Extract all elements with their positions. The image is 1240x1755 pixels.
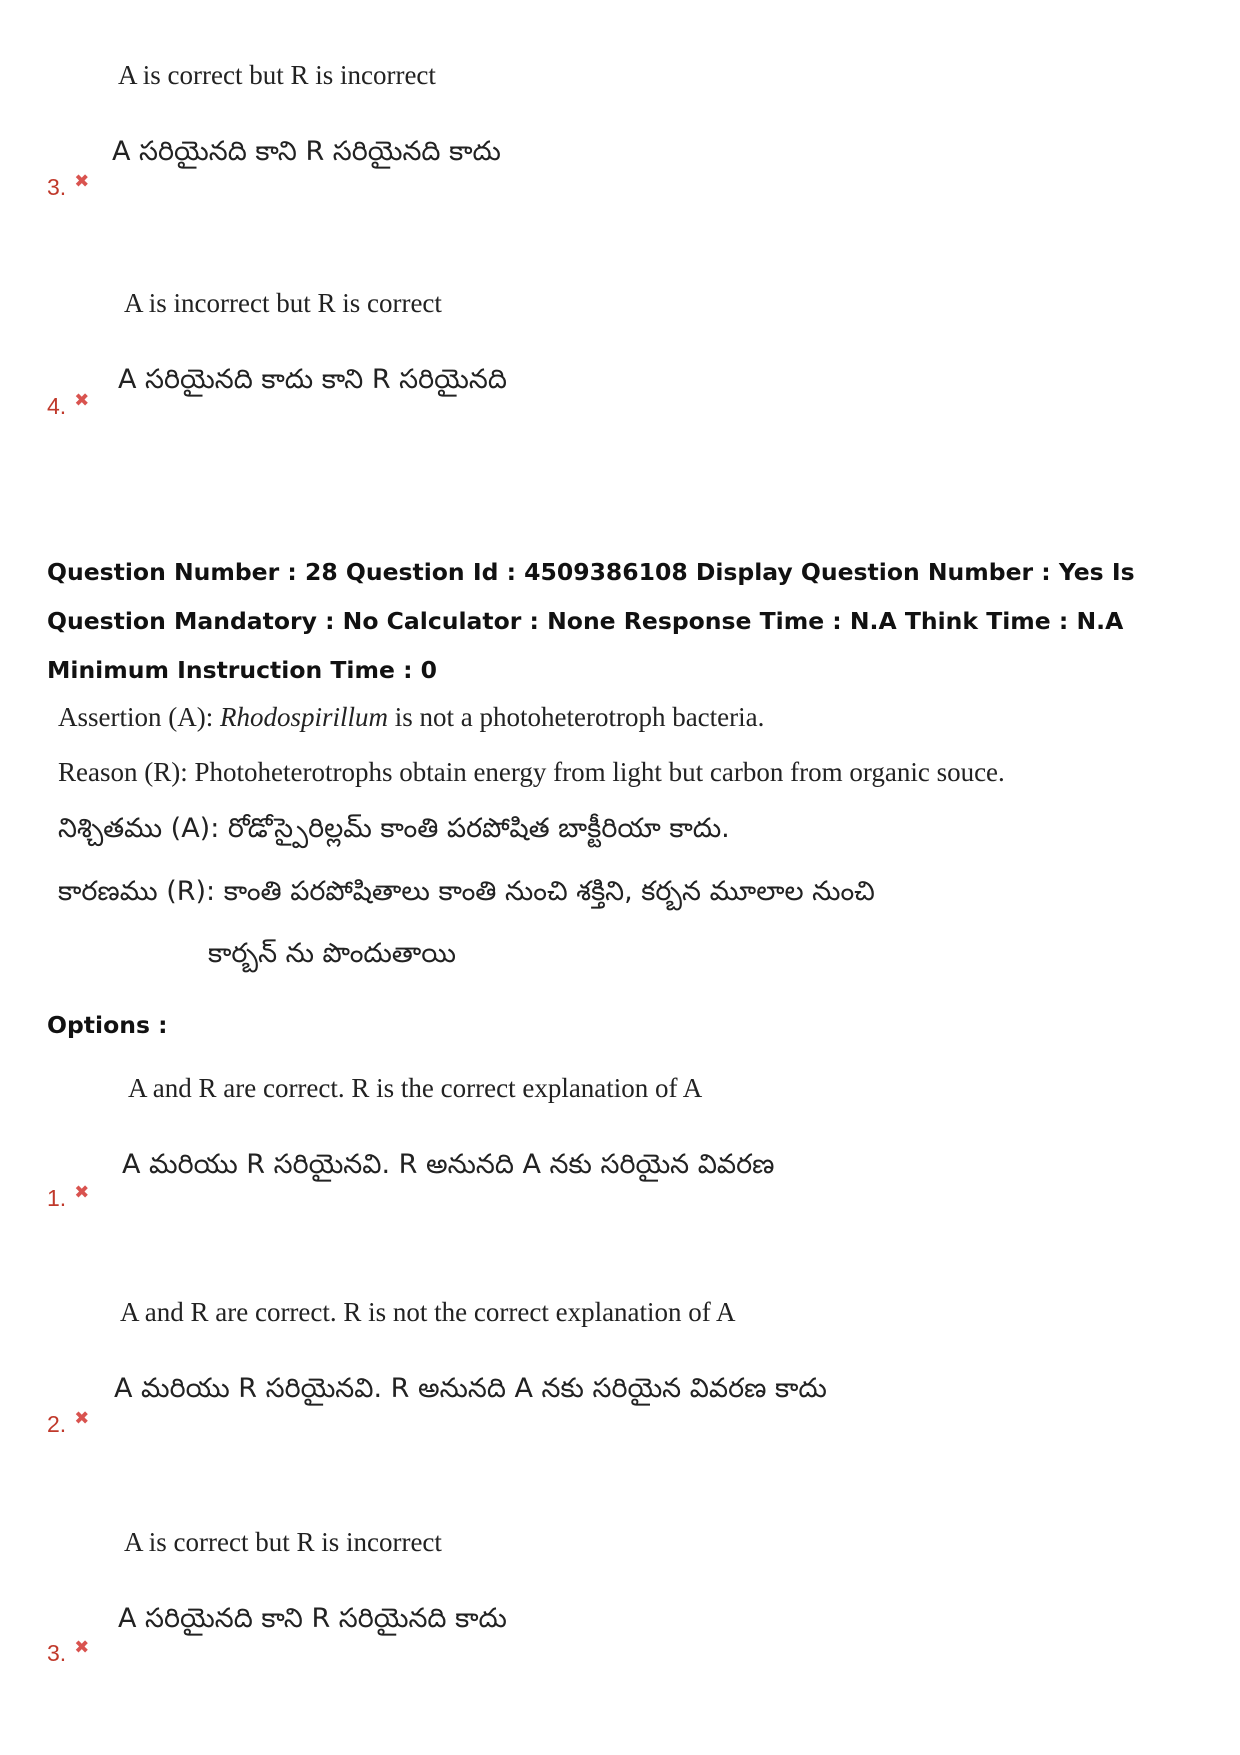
option-2-number: 2. <box>47 1411 67 1437</box>
wrong-mark-icon: ✖ <box>74 1408 90 1428</box>
wrong-mark-icon: ✖ <box>74 1637 90 1657</box>
reason-english: Reason (R): Photoheterotrophs obtain energy from light but carbon from organic souce. <box>58 757 1005 787</box>
wrong-mark-icon: ✖ <box>74 171 90 191</box>
prev-option-4-english: A is incorrect but R is correct <box>124 288 442 318</box>
option-1-telugu: A మరియు R సరియైనవి. R అనునది A నకు సరియైన వివరణ <box>122 1149 775 1180</box>
prev-option-4-telugu: A సరియైనది కాదు కాని R సరియైనది <box>118 364 507 395</box>
option-3-number: 3. <box>47 1640 67 1666</box>
option-3-telugu: A సరియైనది కాని R సరియైనది కాదు <box>118 1603 507 1634</box>
wrong-mark-icon: ✖ <box>74 1182 90 1202</box>
assertion-telugu: నిశ్చితము (A): రోడోస్పైరిల్లమ్ కాంతి పరపోషిత బాక్టీరియా కాదు. <box>58 813 730 844</box>
options-label: Options : <box>47 1011 168 1039</box>
option-2-english: A and R are correct. R is not the correct explanation of A <box>120 1297 736 1327</box>
option-1-english: A and R are correct. R is the correct explanation of A <box>128 1073 703 1103</box>
prev-option-3-number: 3. <box>47 174 67 200</box>
option-3-english: A is correct but R is incorrect <box>124 1527 442 1557</box>
prev-option-4-marker <box>47 390 90 420</box>
prev-option-3-telugu: A సరియైనది కాని R సరియైనది కాదు <box>112 136 501 167</box>
assertion-suffix: is not a photoheterotroph bacteria. <box>388 702 765 732</box>
wrong-mark-icon: ✖ <box>74 390 90 410</box>
assertion-organism: Rhodospirillum <box>219 702 388 732</box>
option-2-marker <box>47 1408 90 1438</box>
option-1-marker <box>47 1182 90 1212</box>
reason-telugu-line1: కారణము (R): కాంతి పరపోషితాలు కాంతి నుంచి శక్తిని, కర్బన మూలాల నుంచి <box>58 876 875 907</box>
question-meta-text: Question Number : 28 Question Id : 4509386108 Display Question Number : Yes Is Question Mandatory : No Calculator : None Response Time : N.A Think Time : N.A Minimum Instruction Time : 0 <box>47 558 1135 684</box>
question-meta <box>47 548 1207 695</box>
option-2-telugu: A మరియు R సరియైనవి. R అనునది A నకు సరియైన వివరణ కాదు <box>114 1373 827 1404</box>
reason-telugu-line2: కార్బన్ ను పొందుతాయి <box>208 938 457 969</box>
prev-option-3-marker <box>47 171 90 201</box>
assertion-english <box>58 702 764 733</box>
option-1-number: 1. <box>47 1185 67 1211</box>
option-3-marker <box>47 1637 90 1667</box>
assertion-prefix: Assertion (A): <box>58 702 220 732</box>
prev-option-3-english: A is correct but R is incorrect <box>118 60 436 90</box>
prev-option-4-number: 4. <box>47 393 67 419</box>
